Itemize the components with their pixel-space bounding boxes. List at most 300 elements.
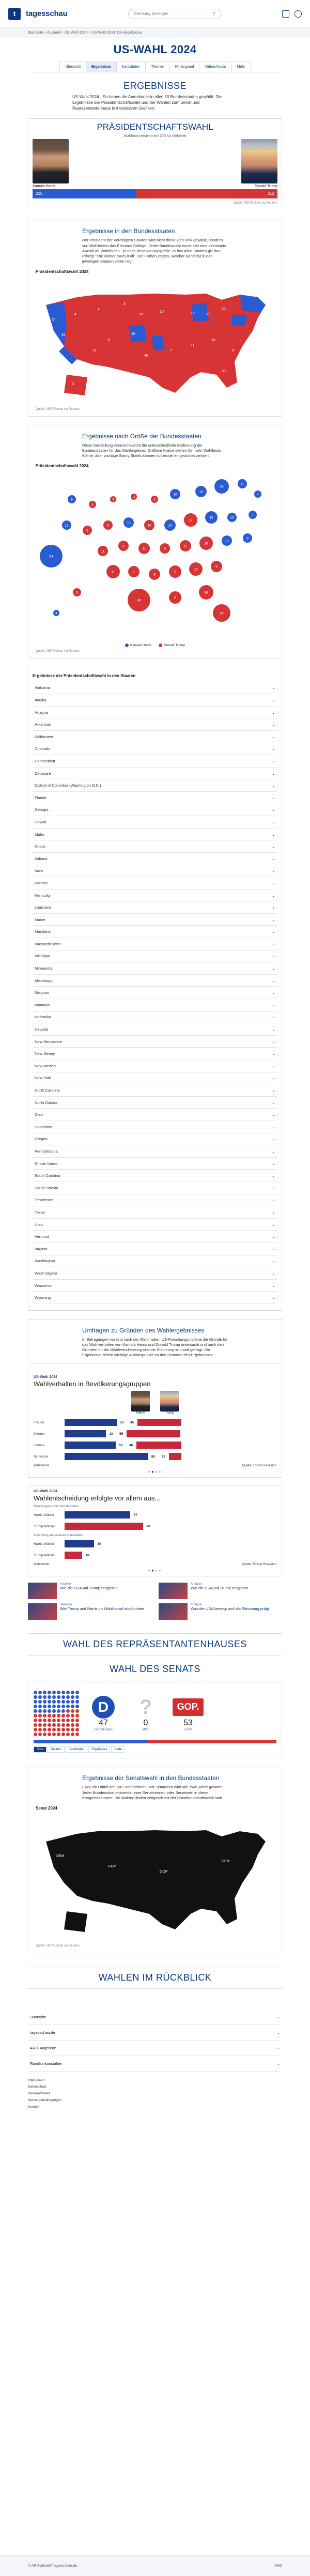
bubble-label: 11 [101, 549, 105, 554]
gop-count: 53 [183, 1718, 193, 1727]
senate-seat [52, 1723, 56, 1727]
logo-text[interactable]: tagesschau [26, 9, 68, 18]
state-row[interactable] [33, 1231, 277, 1243]
svg-text:10: 10 [160, 310, 164, 314]
bubble-label: 9 [215, 565, 218, 569]
svg-text:11: 11 [191, 344, 195, 348]
state-row[interactable] [33, 853, 277, 865]
chevron-down-icon[interactable]: ⌄ [272, 1137, 275, 1142]
poll-row [34, 1522, 276, 1531]
senate-seat [38, 1732, 42, 1736]
dem-logo-icon: D [92, 1696, 115, 1719]
senate-seat [43, 1714, 47, 1718]
senate-map-block [28, 1767, 282, 1953]
senate-box [28, 1682, 282, 1758]
svg-text:GOP: GOP [108, 1864, 116, 1868]
teaser-title[interactable]: Wie die USA auf Trump reagieren [191, 1586, 249, 1591]
bubble-label: 10 [230, 516, 234, 520]
svg-text:GOP: GOP [160, 1869, 168, 1874]
state-name: Alaska [35, 698, 47, 702]
pres-title: PRÄSIDENTSCHAFTSWAHL [97, 122, 213, 132]
teaser-title[interactable]: Was die USA bewegt und die Stimmung prägt [191, 1606, 269, 1612]
breadcrumb[interactable]: Startseite > Ausland > US-Wahl 2024 > US-Wahl 2024: Die Ergebnisse [0, 28, 310, 38]
chevron-down-icon[interactable]: ⌄ [272, 746, 275, 752]
us-results-map[interactable] [36, 274, 278, 403]
umfragen-text: In Befragungen vor und nach der Wahl haben US-Forschungsinstitute die Gründe für das Wahlverhalten von Kamala Harris und Donald Trump untersucht und nach den Gründen für die Wahlentscheidung und die Stimmung im Land gefragt. Die Ergebnisse liefern wichtige Anhaltspunkte zu den Gründen des Ergebnisses. [82, 1337, 228, 1358]
chevron-down-icon[interactable]: ⌄ [272, 1173, 275, 1178]
state-row[interactable] [33, 1206, 277, 1219]
state-name: West Virginia [35, 1270, 57, 1276]
chevron-down-icon[interactable]: ⌄ [272, 807, 275, 812]
chevron-down-icon[interactable]: ⌄ [276, 2030, 280, 2035]
state-row[interactable] [33, 829, 277, 841]
state-name: Indiana [35, 856, 48, 861]
senate-seat [34, 1691, 37, 1694]
menu-icon[interactable] [282, 10, 289, 18]
state-row[interactable] [33, 804, 277, 817]
senate-map[interactable] [36, 1811, 278, 1940]
state-row[interactable] [33, 694, 277, 707]
poll-bar-left [65, 1419, 117, 1426]
chevron-down-icon[interactable]: ⌄ [272, 698, 275, 702]
senate-tab[interactable]: Ergebnisse [88, 1746, 110, 1753]
footer-row[interactable] [28, 2041, 282, 2056]
chevron-down-icon[interactable]: ⌄ [272, 1002, 275, 1007]
rueckblick-heading: WAHLEN IM RÜCKBLICK [98, 1972, 212, 1983]
chevron-down-icon[interactable]: ⌄ [276, 2014, 280, 2019]
map2-source: Quelle: NEP/Edison via Reuters [36, 649, 80, 653]
chevron-down-icon[interactable]: ⌄ [272, 1088, 275, 1093]
footer-link[interactable]: Kontakt [28, 2105, 40, 2109]
state-row[interactable] [33, 768, 277, 780]
trump-photo [241, 139, 277, 183]
state-row[interactable] [33, 1036, 277, 1048]
chevron-down-icon[interactable]: ⌄ [272, 1076, 275, 1081]
state-row[interactable] [33, 792, 277, 804]
senate-seat [61, 1700, 65, 1704]
chevron-down-icon[interactable]: ⌄ [272, 1124, 275, 1129]
trump-bar: 312 [136, 189, 277, 198]
state-name: Hawaii [35, 819, 47, 824]
bubble-label: 8 [174, 596, 176, 600]
state-name: New Jersey [35, 1051, 55, 1056]
trump-name: Donald Trump [255, 185, 277, 189]
poll2-pager[interactable]: ●●●● [148, 1568, 162, 1573]
senate-seat [52, 1700, 56, 1704]
state-name: Massachusetts [35, 941, 61, 946]
teaser-card[interactable] [159, 1583, 282, 1599]
chevron-down-icon[interactable]: ⌄ [272, 1259, 275, 1264]
chevron-down-icon[interactable]: ⌄ [272, 905, 275, 910]
footer-label: Startseite [30, 2014, 47, 2019]
tab-videos[interactable]: Videos/Audio [199, 62, 231, 72]
state-row[interactable] [33, 865, 277, 878]
state-row[interactable] [33, 743, 277, 756]
chevron-down-icon[interactable]: ⌄ [272, 783, 275, 788]
footer-link[interactable]: Impressum [28, 2078, 45, 2082]
state-name: New York [35, 1076, 51, 1081]
senate-seat [66, 1732, 70, 1736]
state-name: Mississippi [35, 978, 54, 983]
question-icon: ? [139, 1695, 152, 1719]
poll1-foot-left[interactable]: Wahltrends [34, 1464, 50, 1468]
state-row[interactable] [33, 1280, 277, 1292]
state-row[interactable] [33, 1060, 277, 1072]
state-row[interactable] [33, 1097, 277, 1109]
poll-bar-left [65, 1430, 106, 1437]
umfragen-heading: Umfragen zu Gründen des Wahlergebnisses [82, 1326, 205, 1334]
senate-seat [57, 1705, 60, 1708]
state-row[interactable] [33, 950, 277, 963]
logo-icon[interactable]: t [8, 8, 21, 20]
chevron-down-icon[interactable]: ⌄ [272, 880, 275, 885]
poll-row [34, 1440, 276, 1450]
senate-seat [52, 1728, 56, 1731]
footer-link[interactable]: Nutzungsbedingungen [28, 2098, 62, 2102]
senate-tab[interactable]: Kandidaten [66, 1746, 87, 1753]
ard-logo[interactable]: ARD [274, 2564, 282, 2568]
state-row[interactable] [33, 1182, 277, 1194]
state-row[interactable] [33, 755, 277, 768]
svg-text:DEM: DEM [222, 1859, 230, 1863]
chevron-down-icon[interactable]: ⌄ [272, 710, 275, 715]
bubble-label: 8 [153, 573, 156, 577]
state-name: Vermont [35, 1234, 49, 1239]
chevron-down-icon[interactable]: ⌄ [272, 868, 275, 873]
poll2-foot-left[interactable]: Wahltrends [34, 1563, 50, 1567]
senate-seat [61, 1709, 65, 1713]
state-name: Kentucky [35, 893, 51, 898]
state-row[interactable] [33, 1267, 277, 1280]
state-row[interactable] [33, 779, 277, 792]
state-row[interactable] [33, 901, 277, 914]
teaser-kicker: Analyse [60, 1583, 71, 1586]
state-row[interactable] [33, 926, 277, 938]
senate-seat [52, 1732, 56, 1736]
senate-seat [38, 1691, 42, 1694]
state-name: District of Columbia (Washington D.C.) [35, 783, 101, 788]
state-name: Colorado [35, 746, 51, 752]
chevron-down-icon[interactable]: ⌄ [272, 1063, 275, 1068]
chevron-down-icon[interactable]: ⌄ [272, 1283, 275, 1288]
chevron-down-icon[interactable]: ⌄ [272, 966, 275, 971]
gop-col [170, 1696, 206, 1731]
open-count: 0 [143, 1718, 148, 1727]
page-title: US-WAHL 2024 [113, 43, 197, 56]
tab-ergebnisse[interactable]: Ergebnisse [86, 62, 117, 72]
state-row[interactable] [33, 1170, 277, 1182]
senate-seat [75, 1732, 79, 1736]
bubble-label: 19 [209, 516, 213, 520]
senate-seat [66, 1714, 70, 1718]
state-row[interactable] [33, 707, 277, 719]
senate-seat [48, 1691, 51, 1694]
senate-tab[interactable]: Sitze [34, 1746, 47, 1753]
senate-seat [34, 1695, 37, 1699]
chevron-down-icon[interactable]: ⌄ [272, 1295, 275, 1300]
search-input[interactable] [128, 9, 221, 19]
umfragen-block [28, 1319, 282, 1364]
bubble-label: 7 [252, 513, 254, 517]
senate-seat [57, 1714, 60, 1718]
poll-row [34, 1510, 276, 1520]
poll1-trump-photo [160, 1391, 179, 1412]
bubble-label: 4 [153, 498, 156, 502]
chevron-down-icon[interactable]: ⌄ [272, 1100, 275, 1105]
chevron-down-icon[interactable]: ⌄ [272, 734, 275, 739]
section-tabs [28, 62, 282, 72]
state-row[interactable] [33, 1133, 277, 1146]
chevron-down-icon[interactable]: ⌄ [272, 1234, 275, 1239]
state-row[interactable] [33, 1109, 277, 1121]
senate-seat [75, 1728, 79, 1731]
chevron-down-icon[interactable]: ⌄ [272, 1027, 275, 1032]
state-row[interactable] [33, 877, 277, 890]
house-heading: WAHL DES REPRÄSENTANTENHAUSES [63, 1639, 247, 1650]
state-name: Rhode Island [35, 1161, 58, 1166]
senate-seat [57, 1691, 60, 1694]
state-row[interactable] [33, 731, 277, 743]
bubble-label: 54 [49, 555, 53, 559]
senate-seat [52, 1719, 56, 1722]
state-row[interactable] [33, 1255, 277, 1268]
chevron-down-icon[interactable]: ⌄ [272, 832, 275, 837]
chevron-down-icon[interactable]: ⌄ [272, 893, 275, 898]
state-row[interactable] [33, 1048, 277, 1060]
state-row[interactable] [33, 914, 277, 926]
copyright: © ARD-aktuell / tagesschau.de [28, 2564, 78, 2568]
svg-text:7: 7 [170, 349, 172, 353]
poll-row [34, 1418, 276, 1427]
state-row[interactable] [33, 987, 277, 999]
state-row[interactable] [33, 1084, 277, 1097]
chevron-down-icon[interactable]: ⌄ [272, 929, 275, 934]
state-row[interactable] [33, 999, 277, 1011]
senate-seat [43, 1709, 47, 1713]
state-row[interactable] [33, 1292, 277, 1304]
senate-seat [71, 1732, 74, 1736]
state-name: South Carolina [35, 1173, 60, 1178]
state-name: New Mexico [35, 1063, 56, 1068]
senate-tab[interactable]: Karte [111, 1746, 125, 1753]
chevron-down-icon[interactable]: ⌄ [272, 1112, 275, 1117]
poll1-kicker: US-Wahl 2024 [34, 1375, 58, 1379]
chevron-down-icon[interactable]: ⌄ [272, 1015, 275, 1020]
senate-seat [57, 1719, 60, 1722]
senate-seat [66, 1723, 70, 1727]
tab-themen[interactable]: Themen [145, 62, 170, 72]
chevron-down-icon[interactable]: ⌄ [272, 1051, 275, 1056]
tab-mehr[interactable]: Mehr [231, 62, 251, 72]
chevron-down-icon[interactable]: ⌄ [272, 685, 275, 691]
ergebnisse-heading: ERGEBNISSE [123, 81, 187, 91]
chevron-down-icon[interactable]: ⌄ [272, 941, 275, 946]
poll-label: Harris-Wähler [34, 1542, 55, 1546]
bubble-label: 16 [204, 542, 208, 546]
tab-hintergrund[interactable]: Hintergrund [169, 62, 200, 72]
bubble-label: 28 [220, 485, 224, 489]
chevron-down-icon[interactable]: ⌄ [276, 2061, 280, 2066]
tab-uebersicht[interactable]: Übersicht [59, 62, 86, 72]
state-map-block [28, 220, 282, 417]
svg-text:10: 10 [131, 332, 135, 336]
senate-seat [66, 1695, 70, 1699]
state-row[interactable] [33, 1158, 277, 1170]
senate-seat [48, 1728, 51, 1731]
state-row[interactable] [33, 1011, 277, 1024]
senate-tab[interactable]: Staaten [48, 1746, 65, 1753]
chevron-down-icon[interactable]: ⌄ [272, 917, 275, 922]
bubble-label: 8 [71, 498, 73, 502]
state-row[interactable] [33, 938, 277, 950]
state-row[interactable] [33, 840, 277, 853]
chevron-down-icon[interactable]: ⌄ [272, 1148, 275, 1154]
footer-row[interactable] [28, 2010, 282, 2025]
legend-trump: Donald Trump [159, 643, 185, 647]
poll1-pager[interactable]: ●●●● [148, 1469, 162, 1475]
chevron-down-icon[interactable]: ⌄ [272, 1198, 275, 1203]
user-icon[interactable] [295, 10, 302, 18]
dem-label: Demokraten [94, 1727, 113, 1731]
poll-value-left: 67 [133, 1513, 137, 1517]
chevron-down-icon[interactable]: ⌄ [272, 1246, 275, 1251]
senate-seat [43, 1691, 47, 1694]
state-row[interactable] [33, 1023, 277, 1036]
senate-seat [52, 1695, 56, 1699]
chevron-down-icon[interactable]: ⌄ [272, 856, 275, 861]
state-row[interactable] [33, 682, 277, 695]
chevron-down-icon[interactable]: ⌄ [272, 771, 275, 776]
footer-link[interactable]: Datenschutz [28, 2084, 47, 2089]
senate-seat [71, 1719, 74, 1722]
senate-map-text: Etwa ein Drittel der 100 Senatorinnen und Senatoren wird alle zwei Jahre gewählt. Jeder Bundesstaat entsendet zwei Senatorinnen oder Senatoren in diese Kongresskammer. Die Wahlen finden zeitgleich mit der Präsidentschaftswahl statt. [82, 1785, 224, 1800]
poll-bar-left [65, 1552, 82, 1559]
teaser-image [28, 1583, 57, 1599]
chevron-down-icon[interactable]: ⌄ [276, 2045, 280, 2050]
ergebnisse-intro: US-Wahl 2024 - So haben die Amerikaner in allen 50 Bundesstaaten gewählt. Die Ergebnisse der Präsidentschaftswahl und der Wahlen zum Senat und Repräsentantenhaus in interaktiven Grafiken. [72, 95, 222, 111]
tab-kandidaten[interactable]: Kandidaten [116, 62, 146, 72]
state-row[interactable] [33, 890, 277, 902]
chevron-down-icon[interactable]: ⌄ [272, 1270, 275, 1276]
senate-seat [48, 1714, 51, 1718]
chevron-down-icon[interactable]: ⌄ [272, 1161, 275, 1166]
teaser-image [28, 1603, 57, 1620]
bubble-legend [36, 643, 274, 647]
chevron-down-icon[interactable]: ⌄ [272, 978, 275, 983]
state-name: Missouri [35, 990, 49, 995]
chevron-down-icon[interactable]: ⌄ [272, 1185, 275, 1190]
state-row[interactable] [33, 1121, 277, 1133]
svg-text:40: 40 [144, 354, 148, 358]
state-row[interactable] [33, 1194, 277, 1207]
chevron-down-icon[interactable]: ⌄ [272, 954, 275, 959]
chevron-down-icon[interactable]: ⌄ [272, 1039, 275, 1044]
senate-seat [61, 1728, 65, 1731]
map2-text: Diese Darstellung veranschaulicht die unterschiedliche Bedeutung der Bundesstaaten für das Wahlergebnis. Größere Kreise stehen für mehr Wahlleute. Kleine, aber wichtige Swing States können so besser eingeordnet werden. [82, 443, 222, 458]
poll-bar-left [65, 1442, 116, 1449]
state-row[interactable] [33, 962, 277, 975]
senate-seat-grid [34, 1691, 79, 1736]
footer-row[interactable] [28, 2056, 282, 2072]
state-row[interactable] [33, 1145, 277, 1158]
state-row[interactable] [33, 816, 277, 829]
state-name: Arkansas [35, 722, 51, 727]
pres-source: Quelle: NEP/Edison via Reuters [233, 202, 277, 205]
state-name: Texas [35, 1209, 45, 1215]
senate-map-label: Senat 2024 [36, 1805, 57, 1811]
state-row[interactable] [33, 975, 277, 987]
chevron-down-icon[interactable]: ⌄ [272, 1222, 275, 1227]
bubble-label: 6 [107, 524, 109, 528]
senate-seat [38, 1728, 42, 1731]
teaser-card[interactable] [159, 1603, 282, 1620]
chevron-down-icon[interactable]: ⌄ [272, 758, 275, 763]
legend-harris: Kamala Harris [125, 643, 151, 647]
state-name: Tennessee [35, 1198, 54, 1203]
teaser-image [159, 1603, 188, 1620]
poll1-left-name: Harris [136, 1412, 145, 1415]
open-label: offen [142, 1727, 150, 1731]
chevron-down-icon[interactable]: ⌄ [272, 819, 275, 824]
bubble-cartogram[interactable] [36, 468, 278, 639]
svg-text:54: 54 [61, 333, 66, 338]
teaser-title[interactable]: Wie Trump und Harris im Wahlkampf abschnitten [60, 1606, 144, 1612]
poll2-kicker: US-Wahl 2024 [34, 1490, 58, 1494]
senate-seat [38, 1695, 42, 1699]
poll-bar-right [169, 1453, 182, 1460]
state-name: New Hampshire [35, 1039, 63, 1044]
senate-tabs [34, 1746, 276, 1753]
teaser-card[interactable] [28, 1583, 151, 1599]
svg-text:17: 17 [206, 313, 210, 317]
teaser-grid [28, 1583, 282, 1620]
senate-seat [43, 1723, 47, 1727]
poll-row [34, 1452, 276, 1461]
chevron-down-icon[interactable]: ⌄ [272, 795, 275, 800]
footer-link[interactable]: Barrierefreiheit [28, 2091, 50, 2095]
state-name: Arizona [35, 710, 48, 715]
senate-seat [43, 1695, 47, 1699]
footer-nav [28, 2010, 282, 2072]
teaser-title[interactable]: Wie die USA auf Trump reagieren [60, 1586, 118, 1591]
bubble-label: 4 [55, 611, 57, 616]
chevron-down-icon[interactable]: ⌄ [272, 990, 275, 995]
senate-seat [66, 1700, 70, 1704]
chevron-down-icon[interactable]: ⌄ [272, 1209, 275, 1215]
teaser-kicker: Interview [60, 1603, 73, 1607]
bubble-label: 40 [137, 599, 141, 603]
senate-seat [66, 1719, 70, 1722]
state-name: Kalifornien [35, 734, 53, 739]
senate-seat [43, 1705, 47, 1708]
senate-seat [75, 1691, 79, 1694]
state-row[interactable] [33, 1243, 277, 1255]
chevron-down-icon[interactable]: ⌄ [272, 722, 275, 727]
footer-row[interactable] [28, 2025, 282, 2041]
state-row[interactable] [33, 1219, 277, 1231]
senate-bar [34, 1740, 276, 1743]
state-row[interactable] [33, 718, 277, 731]
svg-text:4: 4 [98, 308, 100, 312]
chevron-down-icon[interactable]: ⌄ [272, 844, 275, 849]
search-icon[interactable]: ⚲ [212, 11, 216, 16]
state-name: Florida [35, 795, 47, 800]
senate-seat [38, 1705, 42, 1708]
bubble-label: 4 [91, 503, 94, 507]
teaser-card[interactable] [28, 1603, 151, 1620]
state-row[interactable] [33, 1072, 277, 1085]
bubble-label: 13 [225, 539, 229, 543]
